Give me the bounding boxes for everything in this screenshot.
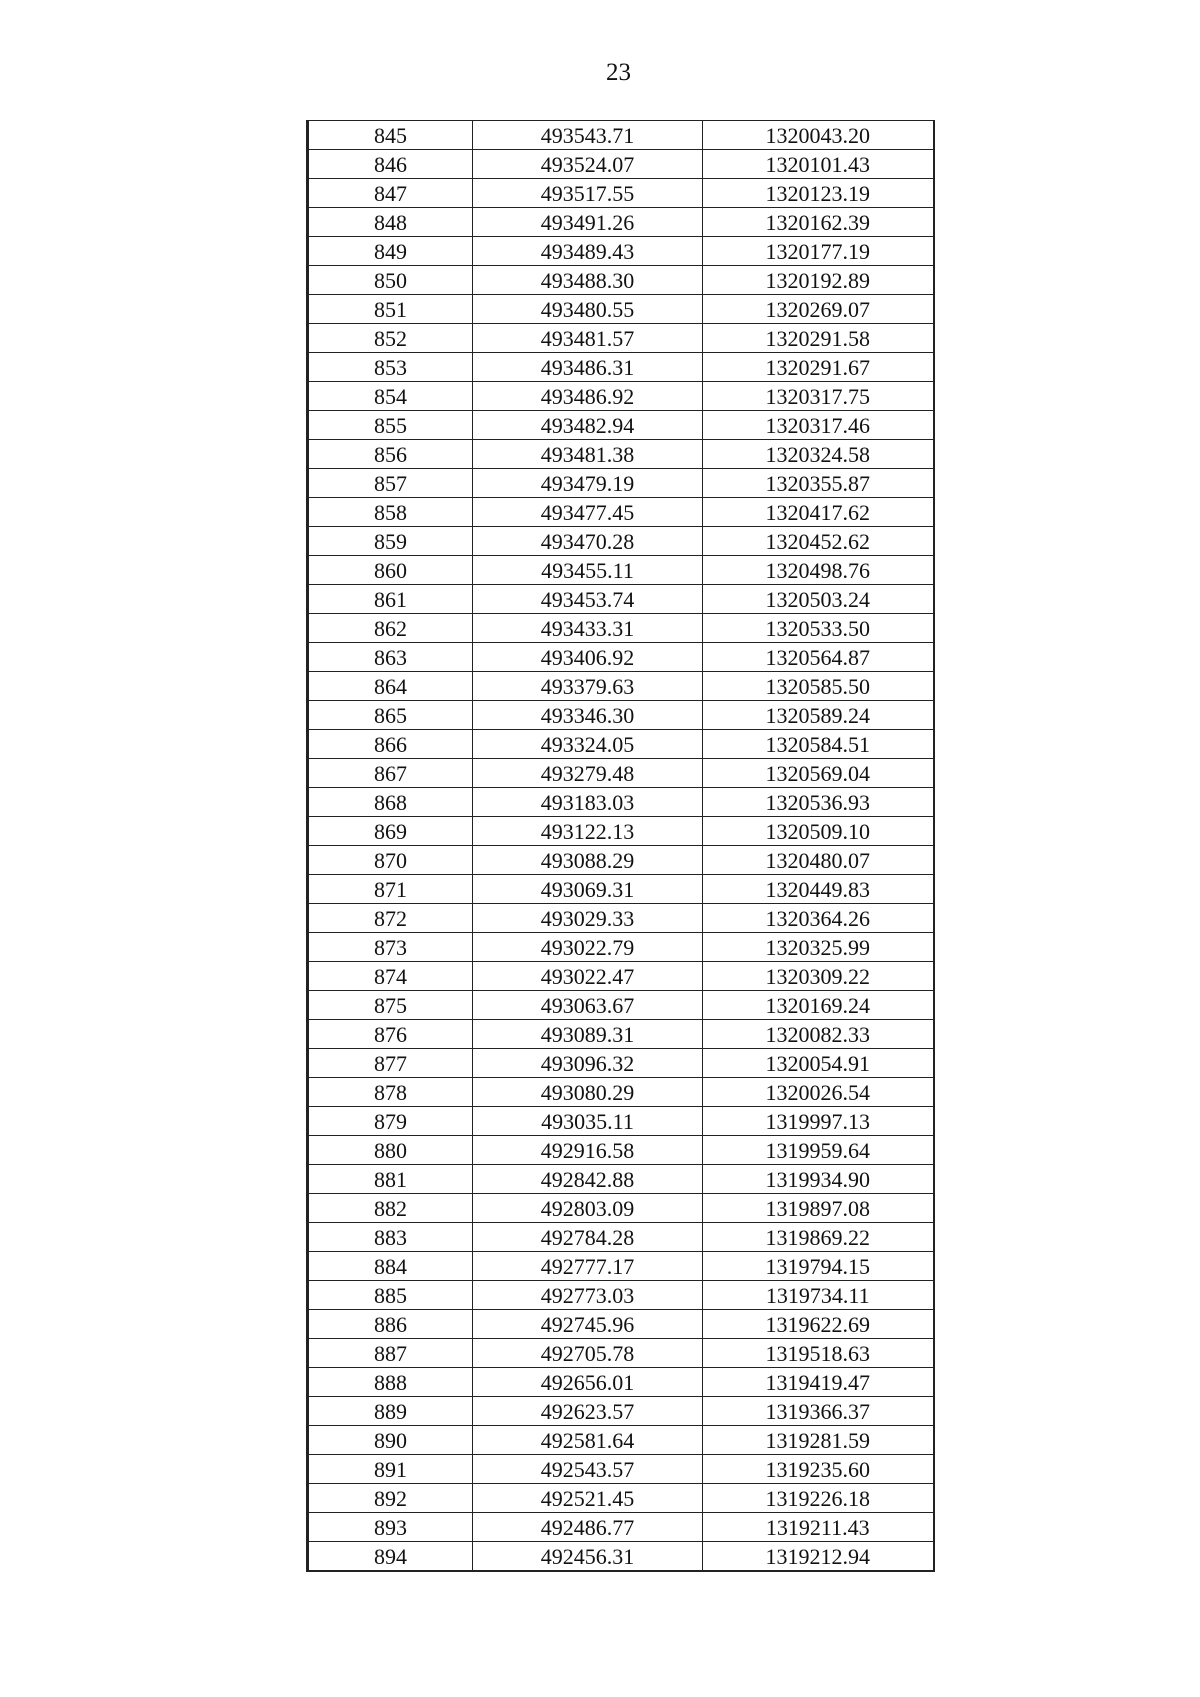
x-coordinate-cell: 493346.30 xyxy=(473,701,703,730)
table-row xyxy=(308,1484,934,1513)
table-row xyxy=(308,150,934,179)
x-coordinate-cell: 493063.67 xyxy=(473,991,703,1020)
table-row xyxy=(308,295,934,324)
coordinates-table-body xyxy=(308,121,934,1572)
y-coordinate-cell: 1320585.50 xyxy=(703,672,934,701)
point-number-cell: 891 xyxy=(308,1455,473,1484)
table-row xyxy=(308,585,934,614)
y-coordinate-cell: 1320417.62 xyxy=(703,498,934,527)
point-number-cell: 872 xyxy=(308,904,473,933)
y-coordinate-cell: 1320309.22 xyxy=(703,962,934,991)
x-coordinate-cell: 493481.57 xyxy=(473,324,703,353)
x-coordinate-cell: 492777.17 xyxy=(473,1252,703,1281)
point-number-cell: 886 xyxy=(308,1310,473,1339)
point-number-cell: 875 xyxy=(308,991,473,1020)
y-coordinate-cell: 1319869.22 xyxy=(703,1223,934,1252)
point-number-cell: 851 xyxy=(308,295,473,324)
x-coordinate-cell: 492543.57 xyxy=(473,1455,703,1484)
x-coordinate-cell: 492456.31 xyxy=(473,1542,703,1572)
point-number-cell: 847 xyxy=(308,179,473,208)
point-number-cell: 878 xyxy=(308,1078,473,1107)
point-number-cell: 863 xyxy=(308,643,473,672)
table-row xyxy=(308,1281,934,1310)
table-row xyxy=(308,1107,934,1136)
table-row xyxy=(308,730,934,759)
table-row xyxy=(308,817,934,846)
table-row xyxy=(308,1223,934,1252)
table-row xyxy=(308,1020,934,1049)
table-row xyxy=(308,179,934,208)
table-row xyxy=(308,1252,934,1281)
y-coordinate-cell: 1320589.24 xyxy=(703,701,934,730)
point-number-cell: 889 xyxy=(308,1397,473,1426)
y-coordinate-cell: 1320054.91 xyxy=(703,1049,934,1078)
x-coordinate-cell: 493481.38 xyxy=(473,440,703,469)
y-coordinate-cell: 1320564.87 xyxy=(703,643,934,672)
x-coordinate-cell: 492623.57 xyxy=(473,1397,703,1426)
x-coordinate-cell: 492842.88 xyxy=(473,1165,703,1194)
x-coordinate-cell: 492784.28 xyxy=(473,1223,703,1252)
y-coordinate-cell: 1319226.18 xyxy=(703,1484,934,1513)
x-coordinate-cell: 492521.45 xyxy=(473,1484,703,1513)
x-coordinate-cell: 493477.45 xyxy=(473,498,703,527)
table-row xyxy=(308,1542,934,1572)
y-coordinate-cell: 1320364.26 xyxy=(703,904,934,933)
point-number-cell: 893 xyxy=(308,1513,473,1542)
point-number-cell: 871 xyxy=(308,875,473,904)
x-coordinate-cell: 493489.43 xyxy=(473,237,703,266)
y-coordinate-cell: 1319235.60 xyxy=(703,1455,934,1484)
x-coordinate-cell: 493022.47 xyxy=(473,962,703,991)
x-coordinate-cell: 493543.71 xyxy=(473,121,703,150)
table-row xyxy=(308,1194,934,1223)
point-number-cell: 894 xyxy=(308,1542,473,1572)
y-coordinate-cell: 1319281.59 xyxy=(703,1426,934,1455)
point-number-cell: 862 xyxy=(308,614,473,643)
x-coordinate-cell: 493482.94 xyxy=(473,411,703,440)
y-coordinate-cell: 1320291.67 xyxy=(703,353,934,382)
x-coordinate-cell: 492916.58 xyxy=(473,1136,703,1165)
point-number-cell: 859 xyxy=(308,527,473,556)
table-row xyxy=(308,1397,934,1426)
x-coordinate-cell: 493088.29 xyxy=(473,846,703,875)
point-number-cell: 880 xyxy=(308,1136,473,1165)
table-row xyxy=(308,846,934,875)
point-number-cell: 870 xyxy=(308,846,473,875)
y-coordinate-cell: 1320169.24 xyxy=(703,991,934,1020)
y-coordinate-cell: 1320317.75 xyxy=(703,382,934,411)
table-row xyxy=(308,933,934,962)
x-coordinate-cell: 492745.96 xyxy=(473,1310,703,1339)
table-row xyxy=(308,556,934,585)
x-coordinate-cell: 493089.31 xyxy=(473,1020,703,1049)
y-coordinate-cell: 1320503.24 xyxy=(703,585,934,614)
y-coordinate-cell: 1319794.15 xyxy=(703,1252,934,1281)
table-row xyxy=(308,353,934,382)
point-number-cell: 855 xyxy=(308,411,473,440)
point-number-cell: 892 xyxy=(308,1484,473,1513)
y-coordinate-cell: 1320324.58 xyxy=(703,440,934,469)
y-coordinate-cell: 1320101.43 xyxy=(703,150,934,179)
point-number-cell: 884 xyxy=(308,1252,473,1281)
coordinates-table xyxy=(306,120,935,1572)
table-row xyxy=(308,527,934,556)
point-number-cell: 850 xyxy=(308,266,473,295)
page-number: 23 xyxy=(606,59,631,86)
y-coordinate-cell: 1320325.99 xyxy=(703,933,934,962)
point-number-cell: 887 xyxy=(308,1339,473,1368)
x-coordinate-cell: 493486.31 xyxy=(473,353,703,382)
x-coordinate-cell: 493096.32 xyxy=(473,1049,703,1078)
table-row xyxy=(308,411,934,440)
x-coordinate-cell: 493029.33 xyxy=(473,904,703,933)
table-row xyxy=(308,1368,934,1397)
y-coordinate-cell: 1320536.93 xyxy=(703,788,934,817)
table-row xyxy=(308,1078,934,1107)
point-number-cell: 853 xyxy=(308,353,473,382)
y-coordinate-cell: 1320317.46 xyxy=(703,411,934,440)
point-number-cell: 881 xyxy=(308,1165,473,1194)
point-number-cell: 883 xyxy=(308,1223,473,1252)
y-coordinate-cell: 1319212.94 xyxy=(703,1542,934,1572)
x-coordinate-cell: 493183.03 xyxy=(473,788,703,817)
x-coordinate-cell: 492773.03 xyxy=(473,1281,703,1310)
table-row xyxy=(308,701,934,730)
y-coordinate-cell: 1319366.37 xyxy=(703,1397,934,1426)
x-coordinate-cell: 493022.79 xyxy=(473,933,703,962)
x-coordinate-cell: 493122.13 xyxy=(473,817,703,846)
y-coordinate-cell: 1320498.76 xyxy=(703,556,934,585)
table-row xyxy=(308,614,934,643)
x-coordinate-cell: 493069.31 xyxy=(473,875,703,904)
table-row xyxy=(308,382,934,411)
point-number-cell: 852 xyxy=(308,324,473,353)
x-coordinate-cell: 493480.55 xyxy=(473,295,703,324)
y-coordinate-cell: 1319419.47 xyxy=(703,1368,934,1397)
point-number-cell: 856 xyxy=(308,440,473,469)
x-coordinate-cell: 493455.11 xyxy=(473,556,703,585)
y-coordinate-cell: 1320026.54 xyxy=(703,1078,934,1107)
table-row xyxy=(308,759,934,788)
point-number-cell: 874 xyxy=(308,962,473,991)
table-row xyxy=(308,469,934,498)
y-coordinate-cell: 1319897.08 xyxy=(703,1194,934,1223)
y-coordinate-cell: 1320355.87 xyxy=(703,469,934,498)
y-coordinate-cell: 1319934.90 xyxy=(703,1165,934,1194)
x-coordinate-cell: 493488.30 xyxy=(473,266,703,295)
y-coordinate-cell: 1320291.58 xyxy=(703,324,934,353)
x-coordinate-cell: 492656.01 xyxy=(473,1368,703,1397)
y-coordinate-cell: 1320043.20 xyxy=(703,121,934,150)
x-coordinate-cell: 493470.28 xyxy=(473,527,703,556)
point-number-cell: 865 xyxy=(308,701,473,730)
table-row xyxy=(308,962,934,991)
point-number-cell: 860 xyxy=(308,556,473,585)
x-coordinate-cell: 493486.92 xyxy=(473,382,703,411)
y-coordinate-cell: 1319959.64 xyxy=(703,1136,934,1165)
table-row xyxy=(308,1049,934,1078)
table-row xyxy=(308,121,934,150)
y-coordinate-cell: 1319997.13 xyxy=(703,1107,934,1136)
x-coordinate-cell: 493453.74 xyxy=(473,585,703,614)
point-number-cell: 867 xyxy=(308,759,473,788)
table-row xyxy=(308,1426,934,1455)
x-coordinate-cell: 493491.26 xyxy=(473,208,703,237)
point-number-cell: 876 xyxy=(308,1020,473,1049)
x-coordinate-cell: 493406.92 xyxy=(473,643,703,672)
table-row xyxy=(308,1339,934,1368)
point-number-cell: 864 xyxy=(308,672,473,701)
table-row xyxy=(308,1165,934,1194)
table-row xyxy=(308,672,934,701)
y-coordinate-cell: 1320569.04 xyxy=(703,759,934,788)
table-row xyxy=(308,440,934,469)
x-coordinate-cell: 492581.64 xyxy=(473,1426,703,1455)
table-row xyxy=(308,266,934,295)
table-row xyxy=(308,904,934,933)
point-number-cell: 890 xyxy=(308,1426,473,1455)
y-coordinate-cell: 1320584.51 xyxy=(703,730,934,759)
point-number-cell: 848 xyxy=(308,208,473,237)
x-coordinate-cell: 493524.07 xyxy=(473,150,703,179)
point-number-cell: 858 xyxy=(308,498,473,527)
y-coordinate-cell: 1320123.19 xyxy=(703,179,934,208)
point-number-cell: 879 xyxy=(308,1107,473,1136)
table-row xyxy=(308,875,934,904)
table-row xyxy=(308,1310,934,1339)
y-coordinate-cell: 1320269.07 xyxy=(703,295,934,324)
x-coordinate-cell: 492486.77 xyxy=(473,1513,703,1542)
y-coordinate-cell: 1320162.39 xyxy=(703,208,934,237)
y-coordinate-cell: 1320177.19 xyxy=(703,237,934,266)
x-coordinate-cell: 493479.19 xyxy=(473,469,703,498)
x-coordinate-cell: 493080.29 xyxy=(473,1078,703,1107)
x-coordinate-cell: 493279.48 xyxy=(473,759,703,788)
x-coordinate-cell: 493379.63 xyxy=(473,672,703,701)
table-row xyxy=(308,1513,934,1542)
y-coordinate-cell: 1319518.63 xyxy=(703,1339,934,1368)
point-number-cell: 877 xyxy=(308,1049,473,1078)
table-row xyxy=(308,1455,934,1484)
x-coordinate-cell: 492803.09 xyxy=(473,1194,703,1223)
point-number-cell: 882 xyxy=(308,1194,473,1223)
point-number-cell: 869 xyxy=(308,817,473,846)
point-number-cell: 866 xyxy=(308,730,473,759)
x-coordinate-cell: 493035.11 xyxy=(473,1107,703,1136)
y-coordinate-cell: 1319622.69 xyxy=(703,1310,934,1339)
y-coordinate-cell: 1319734.11 xyxy=(703,1281,934,1310)
point-number-cell: 885 xyxy=(308,1281,473,1310)
point-number-cell: 873 xyxy=(308,933,473,962)
x-coordinate-cell: 493517.55 xyxy=(473,179,703,208)
x-coordinate-cell: 493433.31 xyxy=(473,614,703,643)
y-coordinate-cell: 1320192.89 xyxy=(703,266,934,295)
y-coordinate-cell: 1320480.07 xyxy=(703,846,934,875)
x-coordinate-cell: 492705.78 xyxy=(473,1339,703,1368)
point-number-cell: 888 xyxy=(308,1368,473,1397)
point-number-cell: 857 xyxy=(308,469,473,498)
point-number-cell: 849 xyxy=(308,237,473,266)
y-coordinate-cell: 1320449.83 xyxy=(703,875,934,904)
table-row xyxy=(308,991,934,1020)
y-coordinate-cell: 1319211.43 xyxy=(703,1513,934,1542)
table-row xyxy=(308,498,934,527)
y-coordinate-cell: 1320509.10 xyxy=(703,817,934,846)
table-row xyxy=(308,788,934,817)
point-number-cell: 845 xyxy=(308,121,473,150)
table-row xyxy=(308,643,934,672)
y-coordinate-cell: 1320452.62 xyxy=(703,527,934,556)
x-coordinate-cell: 493324.05 xyxy=(473,730,703,759)
point-number-cell: 868 xyxy=(308,788,473,817)
point-number-cell: 861 xyxy=(308,585,473,614)
table-row xyxy=(308,1136,934,1165)
table-row xyxy=(308,208,934,237)
table-row xyxy=(308,237,934,266)
table-row xyxy=(308,324,934,353)
point-number-cell: 854 xyxy=(308,382,473,411)
y-coordinate-cell: 1320533.50 xyxy=(703,614,934,643)
y-coordinate-cell: 1320082.33 xyxy=(703,1020,934,1049)
point-number-cell: 846 xyxy=(308,150,473,179)
